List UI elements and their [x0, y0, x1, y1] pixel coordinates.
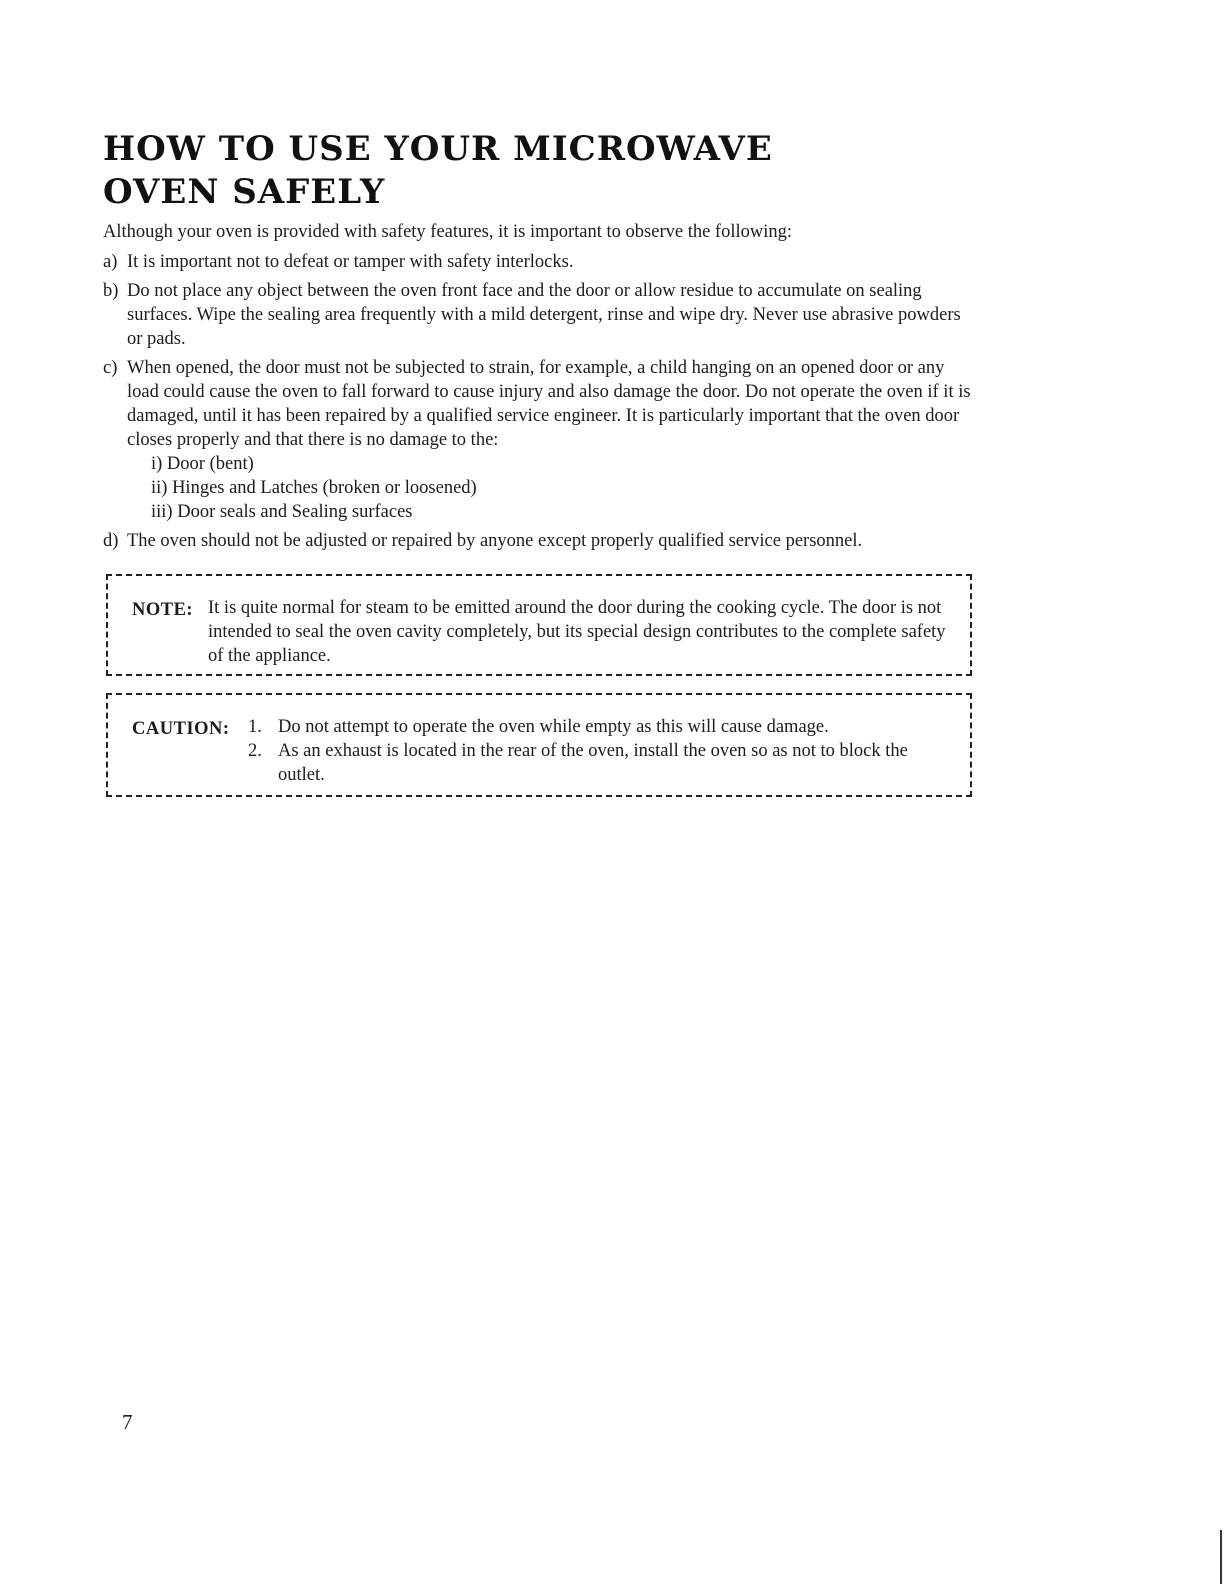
list-item-a: [103, 250, 973, 274]
item-text: When opened, the door must not be subjected to strain, for example, a child hanging on an opened door or any load could cause the oven to fall forward to cause injury and also damage the door. Do not operate the oven if it is damaged, until it has been repaired by a qualified service engineer. It is particularly important that the oven door closes properly and that there is no damage to the:: [127, 358, 971, 450]
intro-paragraph: Although your oven is provided with safety features, it is important to observe the following:: [103, 222, 792, 242]
sublist-item: iii) Door seals and Sealing surfaces: [151, 502, 413, 522]
damage-sublist: [127, 452, 973, 524]
title-line-1: HOW TO USE YOUR MICROWAVE: [103, 129, 773, 169]
body-text: [103, 220, 973, 558]
caution-label: CAUTION:: [132, 719, 230, 739]
caution-box: [106, 693, 972, 797]
caution-number: 2.: [248, 741, 262, 761]
list-item-b: [103, 279, 973, 351]
note-text: It is quite normal for steam to be emitted around the door during the cooking cycle. The door is not intended to seal the oven cavity completely, but its special design contributes to the complete safety of the appliance.: [208, 598, 946, 666]
list-item-d: [103, 529, 973, 553]
caution-text: As an exhaust is located in the rear of the oven, install the oven so as not to block the outlet.: [278, 741, 908, 785]
sublist-item: ii) Hinges and Latches (broken or loosened): [151, 478, 477, 498]
item-text: The oven should not be adjusted or repaired by anyone except properly qualified service personnel.: [127, 531, 863, 551]
note-label: NOTE:: [132, 600, 194, 620]
list-item-c: [103, 356, 973, 524]
caution-number: 1.: [248, 717, 262, 737]
item-marker: d): [103, 531, 119, 551]
item-text: It is important not to defeat or tamper with safety interlocks.: [127, 252, 574, 272]
caution-list: [248, 715, 948, 787]
page-number: 7: [122, 1410, 133, 1434]
caution-item: [248, 739, 948, 787]
item-marker: b): [103, 281, 119, 301]
caution-text: Do not attempt to operate the oven while empty as this will cause damage.: [278, 717, 829, 737]
item-marker: c): [103, 358, 118, 378]
sublist-item: i) Door (bent): [151, 454, 254, 474]
item-marker: a): [103, 252, 118, 272]
caution-item: [248, 715, 948, 739]
note-box: [106, 574, 972, 676]
title-line-2: OVEN SAFELY: [103, 172, 386, 212]
scan-edge-mark: [1220, 1530, 1222, 1584]
item-text: Do not place any object between the oven front face and the door or allow residue to accumulate on sealing surfaces. Wipe the sealing area frequently with a mild detergent, rinse and wipe dry. Never use abrasive powders or pads.: [127, 281, 961, 349]
page-title: [103, 128, 863, 214]
